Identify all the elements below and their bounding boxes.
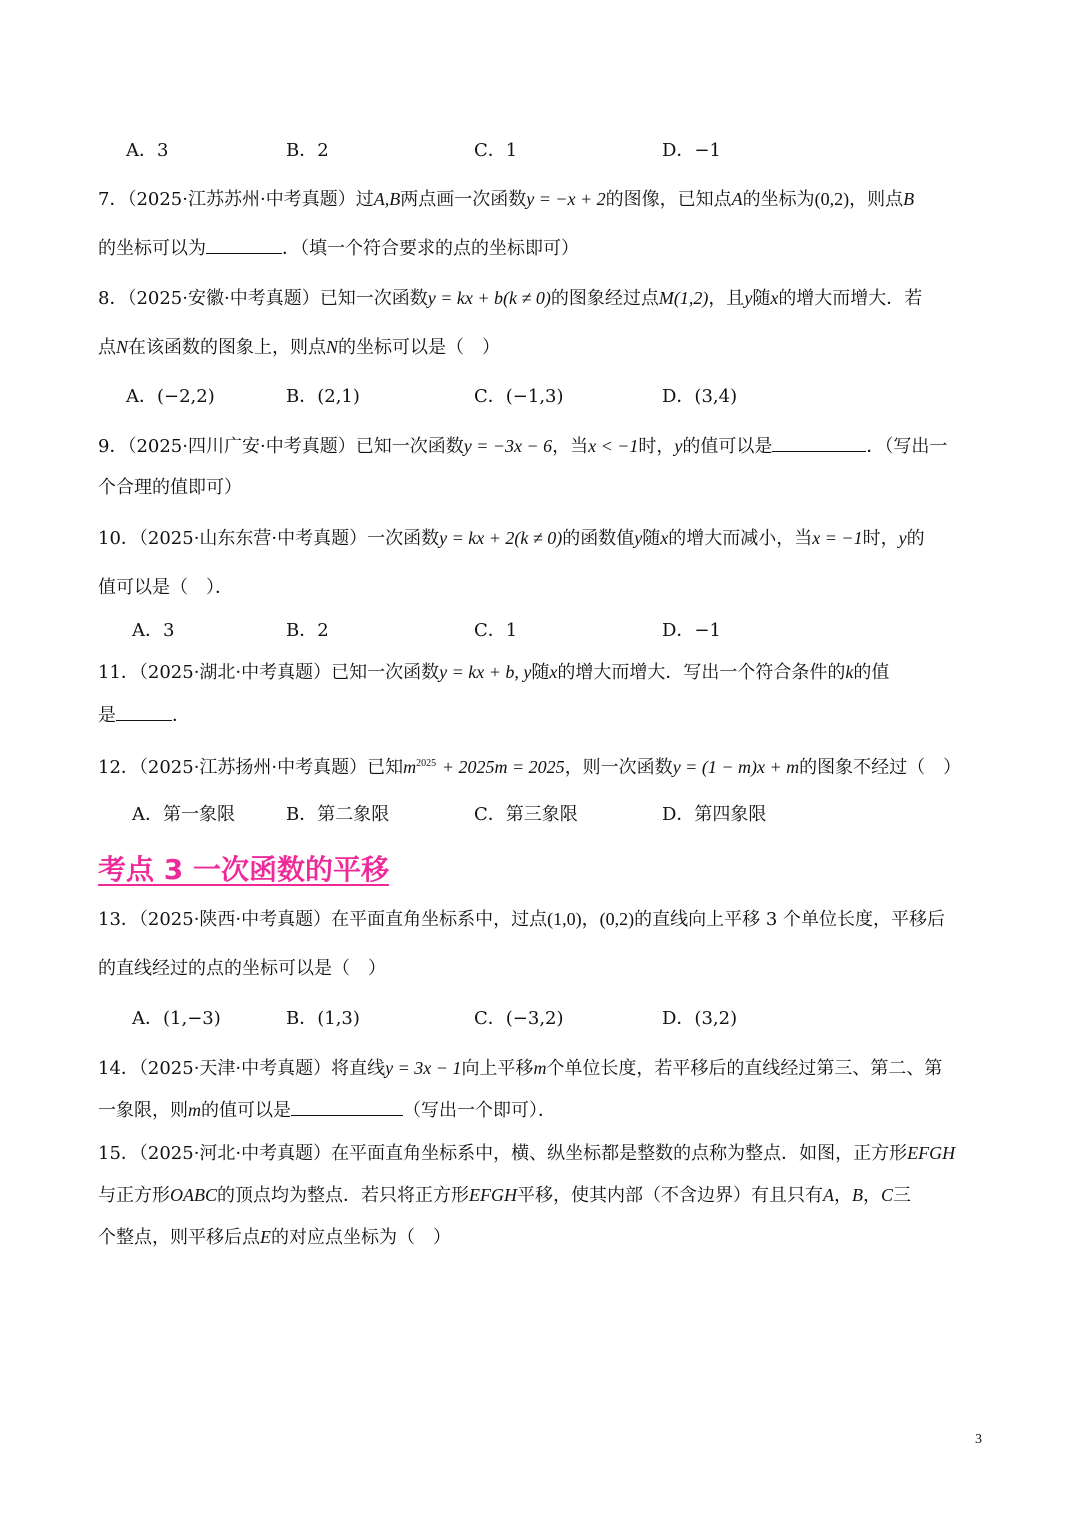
q10-option-d: D．−1	[662, 620, 721, 641]
q12-options	[0, 801, 1080, 829]
q7-text: ．（填一个符合要求的点的坐标即可）	[282, 238, 579, 259]
q15-text: 的顶点均为整点．若只将正方形	[217, 1185, 469, 1206]
q8-text: 随	[752, 288, 771, 309]
q7-answer-blank	[206, 235, 282, 254]
q11-text: 的增大而增大．写出一个符合条件的	[557, 662, 846, 683]
q13-point-1: (1,0)	[547, 909, 582, 929]
q12-text: 的图象不经过（ ）	[799, 757, 962, 778]
q6-option-c: C．1	[474, 140, 518, 161]
q7-line2	[98, 235, 982, 262]
q11-head: 11．（2025·湖北·中考真题）已知一次函数	[98, 662, 440, 683]
q8-text: ，且	[708, 288, 745, 309]
q10-options	[0, 617, 1080, 645]
section-heading: 考点 3 一次函数的平移	[98, 853, 389, 886]
q12-text: ，则一次函数	[564, 757, 673, 778]
q15-point-b: B	[852, 1185, 863, 1205]
q10-var-x: x	[660, 528, 669, 548]
q12-option-b: B．第二象限	[286, 804, 390, 825]
q15-square-efgh: EFGH	[907, 1143, 956, 1163]
q7-line1	[98, 186, 982, 213]
q10-option-c: C．1	[474, 620, 518, 641]
q13-head: 13．（2025·陕西·中考真题）在平面直角坐标系中，过点	[98, 909, 548, 930]
q11-text: 随	[531, 662, 550, 683]
q11-text: ．	[172, 705, 190, 726]
q8-line1	[98, 285, 982, 312]
q8-point-n: N	[116, 337, 129, 357]
q8-text: 点	[98, 337, 116, 358]
q10-x-value: x = −1	[812, 528, 863, 548]
q15-line3	[98, 1224, 982, 1251]
q15-square-oabc: OABC	[170, 1185, 217, 1205]
q9-answer-blank	[772, 433, 866, 452]
q9-text: 时，	[638, 436, 675, 457]
q10-equation: y = kx + 2	[439, 528, 515, 548]
q10-option-b: B．2	[286, 620, 329, 641]
q14-line2	[98, 1097, 982, 1124]
q14-line1	[98, 1055, 982, 1082]
q9-line1	[98, 433, 982, 460]
q14-var-m: m	[533, 1058, 547, 1078]
q9-equation: y = −3x − 6	[463, 436, 553, 456]
q9-text: ．（写出一	[866, 436, 948, 457]
q14-text: 一象限，则	[98, 1100, 188, 1121]
q7-point-a: A	[731, 189, 743, 209]
q9-text: 个合理的值即可）	[98, 477, 242, 498]
q14-equation: y = 3x − 1	[385, 1058, 462, 1078]
q8-var-y: y	[744, 288, 753, 308]
page-number: 3	[975, 1432, 982, 1447]
q14-head: 14．（2025·天津·中考真题）将直线	[98, 1058, 386, 1079]
q13-line1	[98, 906, 982, 933]
q14-text: 的值可以是	[201, 1100, 291, 1121]
q12-option-c: C．第三象限	[474, 804, 578, 825]
q8-text: 在该函数的图象上，则点	[128, 337, 327, 358]
q12-var-m: m	[403, 757, 417, 777]
q9-text: ，当	[552, 436, 589, 457]
q12-line1	[98, 751, 982, 781]
q13-option-a: A．(1,−3)	[132, 1008, 221, 1029]
q14-text: 向上平移	[461, 1058, 534, 1079]
q8-option-d: D．(3,4)	[662, 386, 738, 407]
q8-text: 的增大而增大．若	[778, 288, 923, 309]
q7-text: ，则点	[849, 189, 904, 210]
q15-text: 个整点，则平移后点	[98, 1227, 260, 1248]
q9-line2	[98, 475, 982, 501]
q7-text: 的坐标可以为	[98, 238, 206, 259]
q10-head: 10．（2025·山东东营·中考真题）一次函数	[98, 528, 440, 549]
q8-option-a: A．(−2,2)	[126, 386, 215, 407]
q8-point-n: N	[326, 337, 339, 357]
q15-point-e: E	[260, 1227, 271, 1247]
q13-line2	[98, 956, 982, 982]
q15-separator: ，	[834, 1185, 852, 1206]
q12-equation: + 2025m = 2025	[441, 757, 565, 777]
q7-points: A,B	[373, 189, 401, 209]
q13-options	[0, 1005, 1080, 1033]
q15-point-c: C	[881, 1185, 894, 1205]
q11-var-x: x	[549, 662, 558, 682]
q13-option-b: B．(1,3)	[286, 1008, 360, 1029]
q9-text: 的值可以是	[682, 436, 773, 457]
q10-text: 的函数值	[562, 528, 635, 549]
q12-exponent: 2025	[416, 758, 437, 769]
q6-option-a: A．3	[126, 140, 169, 161]
q6-option-d: D．−1	[662, 140, 721, 161]
q13-separator: ，	[581, 909, 600, 930]
q15-text: 的对应点坐标为（ ）	[271, 1227, 451, 1248]
q11-text: 是	[98, 705, 116, 726]
q8-head: 8．（2025·安徽·中考真题）已知一次函数	[98, 288, 428, 309]
q15-line2	[98, 1182, 982, 1209]
q8-options	[0, 383, 1080, 411]
q9-inequality: x < −1	[588, 436, 639, 456]
q11-line1	[98, 659, 982, 686]
q8-line2	[98, 334, 982, 361]
q12-function: y = (1 − m)x + m	[672, 757, 800, 777]
q15-head: 15．（2025·河北·中考真题）在平面直角坐标系中，横、纵坐标都是整数的点称为整点．如图，正方形	[98, 1143, 908, 1164]
q11-answer-blank	[116, 702, 172, 721]
q10-line1	[98, 525, 982, 552]
q8-text: 的图象经过点	[550, 288, 659, 309]
q13-text: 的直线向上平移 3 个单位长度，平移后	[634, 909, 946, 930]
q7-point-b: B	[903, 189, 915, 209]
q15-text: 三	[893, 1185, 912, 1206]
q8-option-b: B．(2,1)	[286, 386, 360, 407]
q14-text: （写出一个即可）．	[403, 1100, 556, 1121]
q9-head: 9．（2025·四川广安·中考真题）已知一次函数	[98, 436, 464, 457]
q11-equation: y = kx + b, y	[439, 662, 532, 682]
q7-text: 的坐标为	[742, 189, 815, 210]
q15-line1	[98, 1140, 982, 1167]
q15-text: 与正方形	[98, 1185, 170, 1206]
q15-square-efgh: EFGH	[469, 1185, 517, 1205]
q10-option-a: A．3	[132, 620, 175, 641]
q12-option-d: D．第四象限	[662, 804, 767, 825]
q14-var-m: m	[188, 1100, 201, 1120]
q14-text: 个单位长度，若平移后的直线经过第三、第二、第	[546, 1058, 943, 1079]
q11-text: 的值	[853, 662, 890, 683]
q8-var-x: x	[770, 288, 779, 308]
q10-var-y: y	[898, 528, 907, 548]
q8-text: 的坐标可以是（ ）	[338, 337, 501, 358]
q11-line2	[98, 702, 982, 729]
q6-option-b: B．2	[286, 140, 329, 161]
q10-text: 值可以是（ ）．	[98, 577, 233, 598]
q8-option-c: C．(−1,3)	[474, 386, 564, 407]
q9-var-y: y	[674, 436, 683, 456]
q7-head: 7．（2025·江苏苏州·中考真题）过	[98, 189, 374, 210]
q13-text: 的直线经过的点的坐标可以是（ ）	[98, 958, 386, 979]
q10-text: 的增大而减小，当	[668, 528, 813, 549]
q7-equation: y = −x + 2	[526, 189, 606, 209]
q10-text: 时，	[862, 528, 899, 549]
q10-text: 随	[642, 528, 661, 549]
q15-text: 平移，使其内部（不含边界）有且只有	[517, 1185, 823, 1206]
q11-var-k: k	[845, 662, 854, 682]
q13-option-c: C．(−3,2)	[474, 1008, 564, 1029]
q10-condition: (k ≠ 0)	[514, 528, 563, 548]
q13-option-d: D．(3,2)	[662, 1008, 738, 1029]
q15-point-a: A	[823, 1185, 834, 1205]
q10-var-y: y	[634, 528, 643, 548]
q13-point-2: (0,2)	[599, 909, 635, 929]
q12-option-a: A．第一象限	[132, 804, 235, 825]
q8-condition: (k ≠ 0)	[502, 288, 551, 308]
q10-line2	[98, 575, 982, 601]
q7-text: 两点画一次函数	[400, 189, 527, 210]
q15-separator: ，	[863, 1185, 881, 1206]
q8-point-m: M(1,2)	[658, 288, 709, 308]
q7-text: 的图像，已知点	[605, 189, 732, 210]
q12-head: 12．（2025·江苏扬州·中考真题）已知	[98, 757, 404, 778]
q6-options	[0, 137, 1080, 165]
q8-equation: y = kx + b	[427, 288, 503, 308]
q14-answer-blank	[291, 1097, 403, 1116]
q10-text: 的	[906, 528, 925, 549]
q7-coord: (0,2)	[814, 189, 850, 209]
